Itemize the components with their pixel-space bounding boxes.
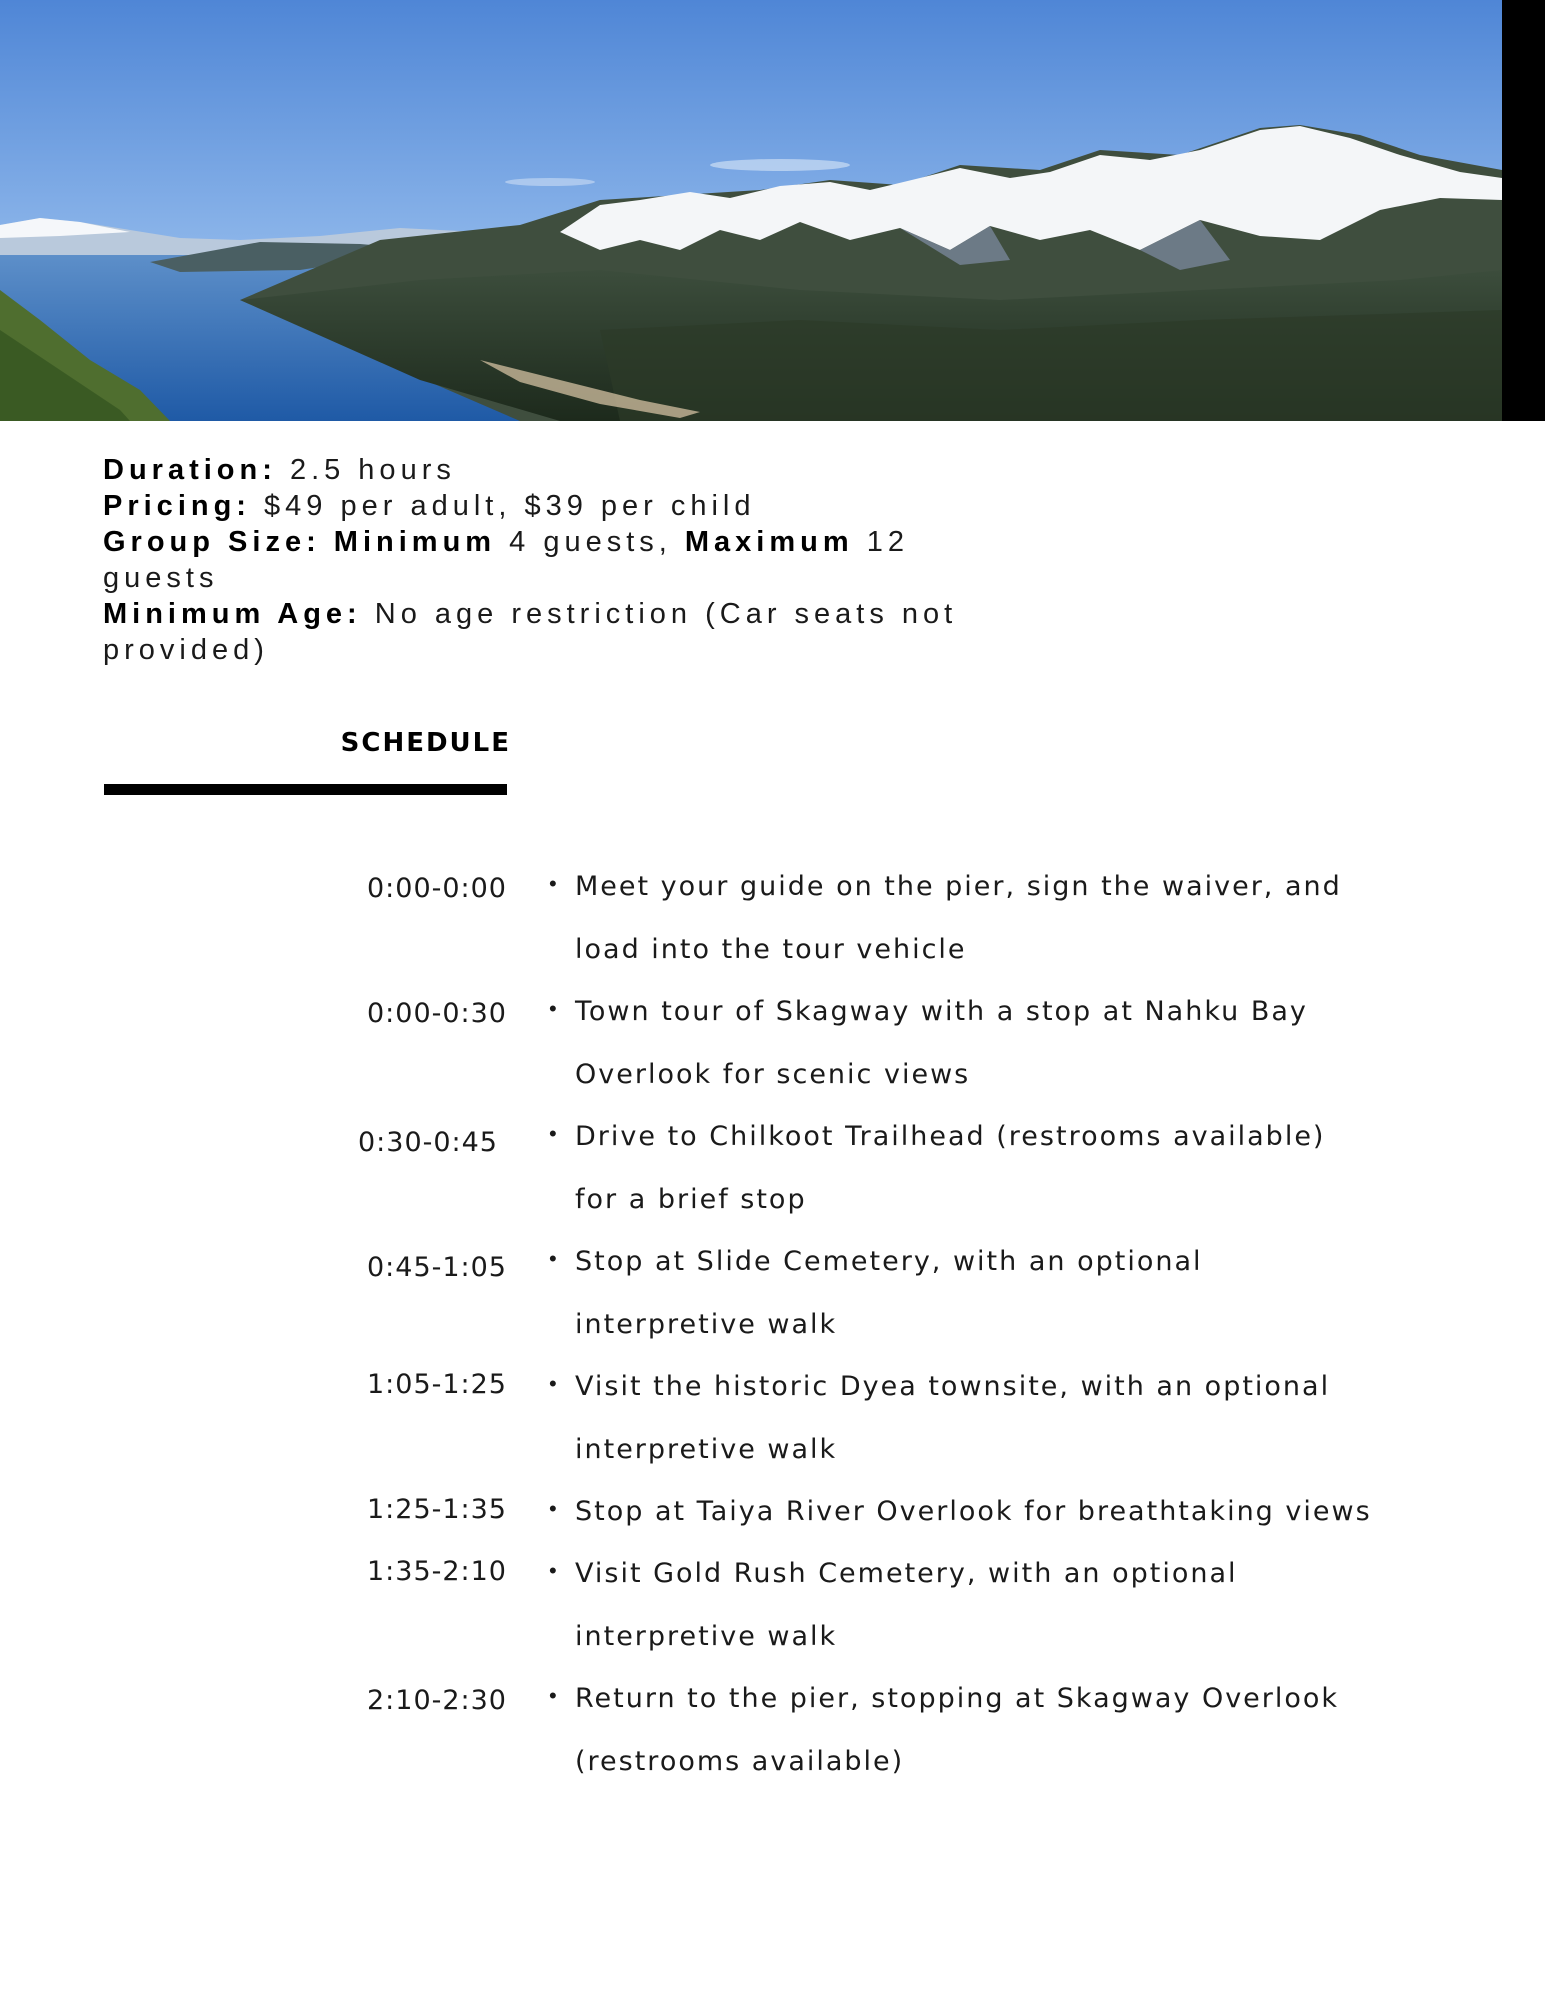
schedule-description: Visit the historic Dyea townsite, with an optional interpretive walk	[575, 1371, 1331, 1465]
min-age-value-cont: provided)	[103, 634, 269, 666]
schedule-description: Stop at Taiya River Overlook for breathtaking views	[575, 1496, 1372, 1527]
bullet-icon: •	[549, 1246, 557, 1271]
tour-details	[103, 452, 1053, 668]
bullet-icon: •	[549, 1558, 557, 1583]
bullet-icon: •	[549, 1496, 557, 1521]
bullet-icon: •	[549, 996, 557, 1021]
duration-label: Duration:	[103, 454, 277, 486]
group-max-label: Maximum	[684, 526, 854, 558]
schedule-time: 0:00-0:00	[366, 873, 507, 904]
hero-photo	[0, 0, 1502, 421]
group-size-line	[103, 524, 1053, 560]
schedule-description: Drive to Chilkoot Trailhead (restrooms available) for a brief stop	[575, 1121, 1326, 1215]
mountain-landscape-image	[0, 0, 1502, 421]
group-max-value: 12	[866, 526, 909, 558]
bullet-icon: •	[549, 1121, 557, 1146]
min-age-cont-line	[103, 632, 1053, 668]
schedule-time: 1:35-2:10	[366, 1556, 507, 1587]
schedule-time: 1:25-1:35	[366, 1494, 507, 1525]
schedule-time: 2:10-2:30	[366, 1685, 507, 1716]
schedule-description: Return to the pier, stopping at Skagway Overlook (restrooms available)	[575, 1683, 1340, 1777]
schedule-time: 1:05-1:25	[366, 1369, 507, 1400]
pricing-value: $49 per adult, $39 per child	[264, 490, 756, 522]
pricing-line	[103, 488, 1053, 524]
schedule-time: 0:00-0:30	[366, 998, 507, 1029]
schedule-description: Visit Gold Rush Cemetery, with an optional interpretive walk	[575, 1558, 1238, 1652]
group-min-label: Minimum	[333, 526, 497, 558]
right-edge-bar	[1502, 0, 1545, 421]
schedule-divider	[104, 784, 507, 795]
group-min-value: 4 guests,	[509, 526, 672, 558]
min-age-line	[103, 596, 1053, 632]
bullet-icon: •	[549, 871, 557, 896]
bullet-icon: •	[549, 1371, 557, 1396]
group-size-label: Group Size:	[103, 526, 321, 558]
min-age-value: No age restriction (Car seats not	[374, 598, 958, 630]
pricing-label: Pricing:	[103, 490, 251, 522]
schedule-description: Town tour of Skagway with a stop at Nahku Bay Overlook for scenic views	[575, 996, 1308, 1090]
duration-line	[103, 452, 1053, 488]
bullet-icon: •	[549, 1683, 557, 1708]
schedule-description: Meet your guide on the pier, sign the waiver, and load into the tour vehicle	[575, 871, 1342, 965]
schedule-description: Stop at Slide Cemetery, with an optional interpretive walk	[575, 1246, 1203, 1340]
schedule-heading: SCHEDULE	[340, 728, 511, 758]
schedule-time: 0:30-0:45	[357, 1127, 498, 1158]
schedule-time: 0:45-1:05	[366, 1252, 507, 1283]
group-size-unit-line	[103, 560, 1053, 596]
group-max-unit: guests	[103, 562, 219, 594]
duration-value: 2.5 hours	[289, 454, 456, 486]
min-age-label: Minimum Age:	[103, 598, 362, 630]
